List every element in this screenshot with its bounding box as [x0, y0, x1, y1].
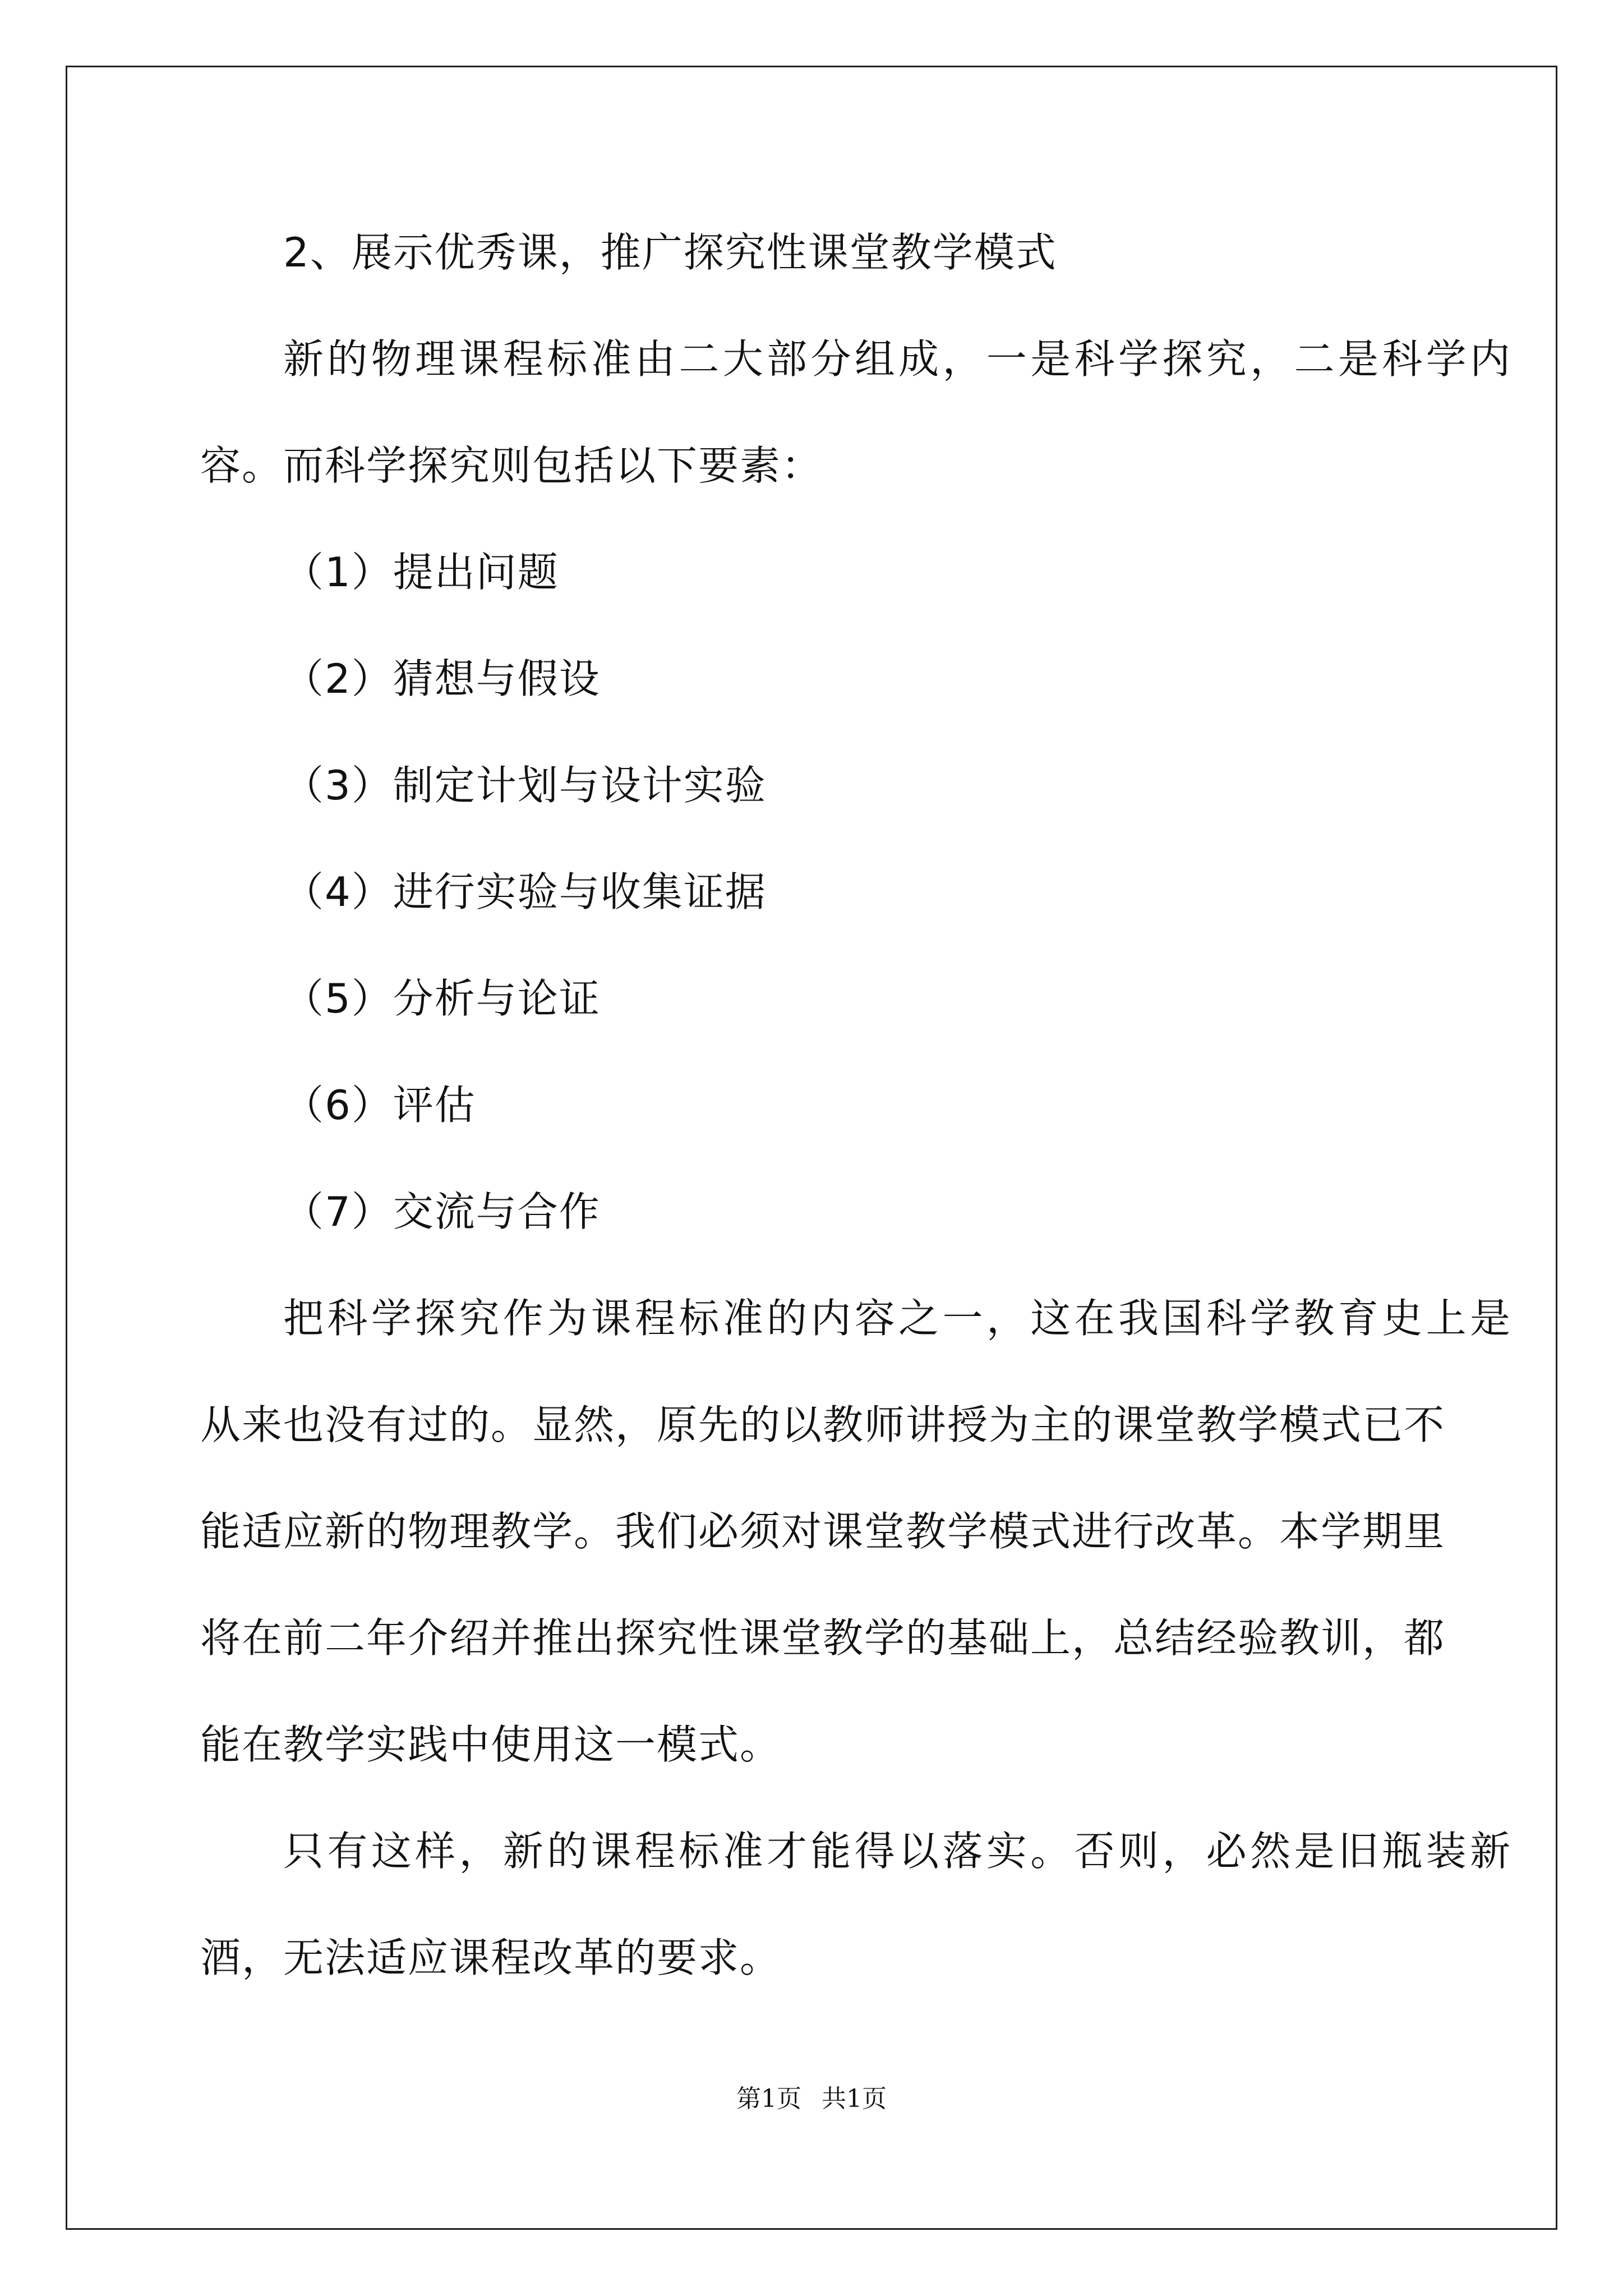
section-heading: 2、展示优秀课，推广探究性课堂教学模式 — [283, 229, 1057, 276]
paragraph-line: 将在前二年介绍并推出探究性课堂教学的基础上，总结经验教训，都 — [200, 1614, 1446, 1662]
list-item: （2）猜想与假设 — [283, 655, 601, 702]
paragraph-line: 把科学探究作为课程标准的内容之一，这在我国科学教育史上是 — [283, 1295, 1511, 1342]
paragraph-line: 容。而科学探究则包括以下要素： — [200, 442, 823, 489]
paragraph-line: 能在教学实践中使用这一模式。 — [200, 1721, 782, 1768]
paragraph-line: 酒，无法适应课程改革的要求。 — [200, 1934, 782, 1981]
paragraph-line: 从来也没有过的。显然，原先的以教师讲授为主的课堂教学模式已不 — [200, 1401, 1446, 1448]
list-item: （4）进行实验与收集证据 — [283, 868, 767, 915]
list-item: （7）交流与合作 — [283, 1188, 601, 1235]
paragraph-line: 新的物理课程标准由二大部分组成，一是科学探究，二是科学内 — [283, 335, 1511, 383]
page-footer — [0, 2082, 1623, 2116]
paragraph-line: 只有这样，新的课程标准才能得以落实。否则，必然是旧瓶装新 — [283, 1828, 1511, 1875]
paragraph-line: 能适应新的物理教学。我们必须对课堂教学模式进行改革。本学期里 — [200, 1508, 1446, 1555]
page-number: 第1页 — [736, 2085, 801, 2113]
page-total: 共1页 — [822, 2085, 887, 2113]
page-border — [66, 66, 1557, 2230]
list-item: （5）分析与论证 — [283, 975, 601, 1022]
list-item: （1）提出问题 — [283, 549, 559, 596]
list-item: （6）评估 — [283, 1082, 476, 1129]
list-item: （3）制定计划与设计实验 — [283, 762, 767, 809]
